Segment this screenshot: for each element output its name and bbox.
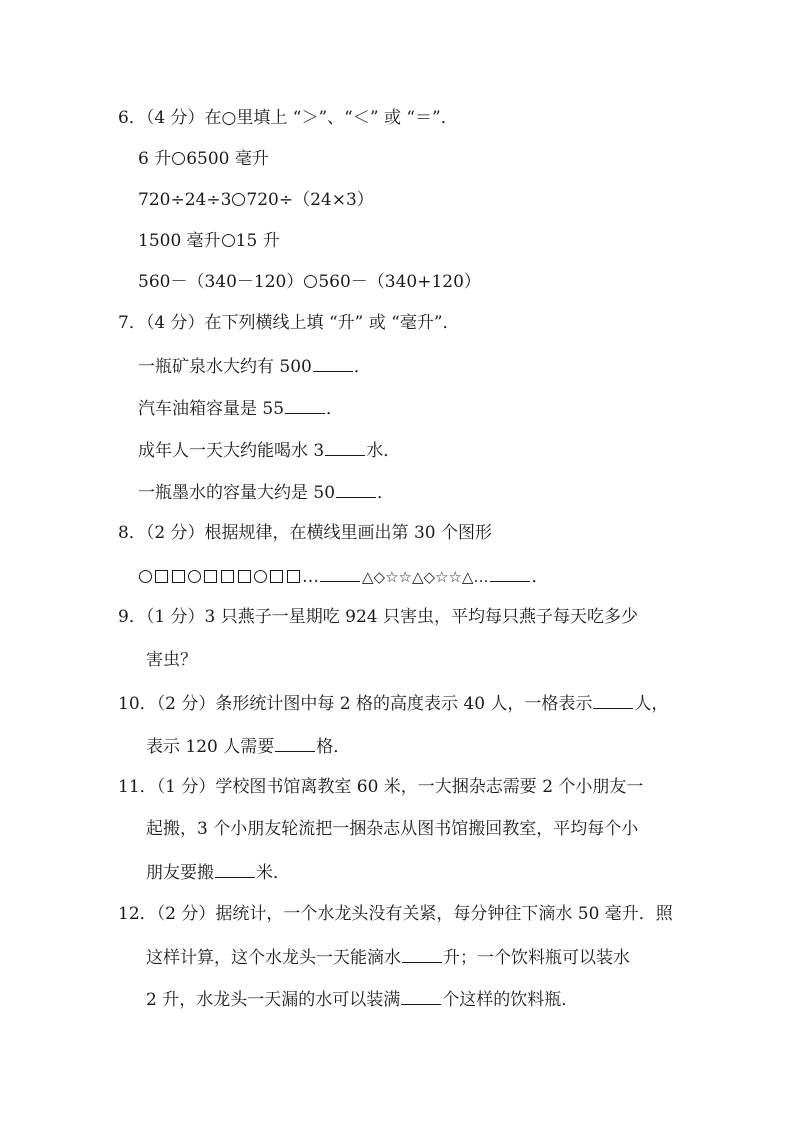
q7-item-1-end: ． xyxy=(353,357,371,377)
square-shape xyxy=(204,570,217,583)
q7-item-2 xyxy=(138,395,343,421)
q8-end: ． xyxy=(531,567,549,587)
q6-item-3 xyxy=(138,229,280,253)
q7-item-1-text: 一瓶矿泉水大约有 500 xyxy=(138,357,312,377)
q12-line-1: 12．（2 分）据统计，一个水龙头没有关紧，每分钟往下滴水 50 毫升．照 xyxy=(118,904,673,924)
answer-blank[interactable] xyxy=(401,986,441,1005)
q10-text-c: 表示 120 人需要 xyxy=(146,737,275,757)
q11-text-b: 米． xyxy=(256,863,290,883)
square-shape xyxy=(238,570,251,583)
answer-blank[interactable] xyxy=(215,859,255,878)
square-shape xyxy=(155,570,168,583)
q7-item-3-text: 成年人一天大约能喝水 3 xyxy=(138,441,325,461)
answer-circle[interactable] xyxy=(232,193,245,206)
square-shape xyxy=(287,570,300,583)
q10-line-2 xyxy=(146,733,350,759)
q7-item-3-end: 水． xyxy=(366,441,401,461)
answer-blank[interactable] xyxy=(402,944,442,963)
q7-item-1 xyxy=(138,353,371,379)
q10-text-b: 人， xyxy=(634,694,669,714)
q6-item-4-left: 560－（340－120） xyxy=(138,272,304,292)
circle-shape xyxy=(139,570,152,583)
square-shape xyxy=(172,570,185,583)
circle-shape xyxy=(188,570,201,583)
answer-blank[interactable] xyxy=(285,395,325,414)
answer-blank[interactable] xyxy=(490,563,530,582)
square-shape xyxy=(221,570,234,583)
q6-item-3-right: 15 升 xyxy=(235,231,280,251)
circle-shape xyxy=(254,570,267,583)
q6-item-2-left: 720÷24÷3 xyxy=(138,190,232,210)
answer-circle[interactable] xyxy=(304,275,317,288)
answer-circle[interactable] xyxy=(222,234,235,247)
q6-item-3-left: 1500 毫升 xyxy=(138,231,221,251)
q7-stem: 7．（4 分）在下列横线上填 “升” 或 “毫升”． xyxy=(118,313,460,333)
q6-item-1-left: 6 升 xyxy=(138,149,172,169)
answer-blank[interactable] xyxy=(336,479,376,498)
q11-line-3 xyxy=(146,859,290,885)
q6-item-4-right: 560－（340+120） xyxy=(318,272,481,292)
answer-blank[interactable] xyxy=(593,690,633,709)
q7-item-4-end: ． xyxy=(377,483,395,503)
q7-item-4-text: 一瓶墨水的容量大约是 50 xyxy=(138,483,336,503)
q7-item-2-text: 汽车油箱容量是 55 xyxy=(138,399,285,419)
q7-item-4 xyxy=(138,479,394,505)
q6-item-2-right: 720÷（24×3） xyxy=(246,190,374,210)
answer-circle[interactable] xyxy=(172,152,185,165)
answer-blank[interactable] xyxy=(325,437,365,456)
square-shape xyxy=(270,570,283,583)
q10-text-d: 格． xyxy=(316,737,351,757)
q8-ellipsis: … xyxy=(302,567,319,587)
q6-item-1-right: 6500 毫升 xyxy=(186,149,269,169)
q7-item-2-end: ． xyxy=(326,399,344,419)
q7-item-3 xyxy=(138,437,400,463)
q6-item-2 xyxy=(138,188,374,212)
answer-blank[interactable] xyxy=(320,563,360,582)
q8-patterns xyxy=(138,563,548,589)
q11-line-2: 起搬，3 个小朋友轮流把一捆杂志从图书馆搬回教室，平均每个小 xyxy=(146,819,639,839)
answer-blank[interactable] xyxy=(275,733,315,752)
q9-line-1: 9．（1 分）3 只燕子一星期吃 924 只害虫，平均每只燕子每天吃多少 xyxy=(118,607,639,627)
q8-sequence-2: △◇☆☆△◇☆☆△… xyxy=(362,568,489,586)
q11-line-1: 11．（1 分）学校图书馆离教室 60 米，一大捆杂志需要 2 个小朋友一 xyxy=(118,777,644,797)
q12-text-c: 2 升，水龙头一天漏的水可以装满 xyxy=(146,990,401,1010)
q6-item-1 xyxy=(138,147,269,171)
q12-text-b: 升；一个饮料瓶可以装水 xyxy=(443,948,630,968)
q10-text-a: 10．（2 分）条形统计图中每 2 格的高度表示 40 人，一格表示 xyxy=(118,694,593,714)
q8-stem: 8．（2 分）根据规律，在横线里画出第 30 个图形 xyxy=(118,523,492,543)
q10-line-1 xyxy=(118,690,668,716)
answer-blank[interactable] xyxy=(313,353,353,372)
q11-text-a: 朋友要搬 xyxy=(146,863,214,883)
q6-stem: 6．（4 分）在○里填上 “＞”、“＜” 或 “＝”． xyxy=(118,108,458,128)
q6-item-4 xyxy=(138,270,481,294)
q12-text-a: 这样计算，这个水龙头一天能滴水 xyxy=(146,948,401,968)
q12-line-2 xyxy=(146,944,630,970)
q12-text-d: 个这样的饮料瓶． xyxy=(442,990,579,1010)
q9-line-2: 害虫？ xyxy=(146,650,197,670)
q12-line-3 xyxy=(146,986,578,1012)
